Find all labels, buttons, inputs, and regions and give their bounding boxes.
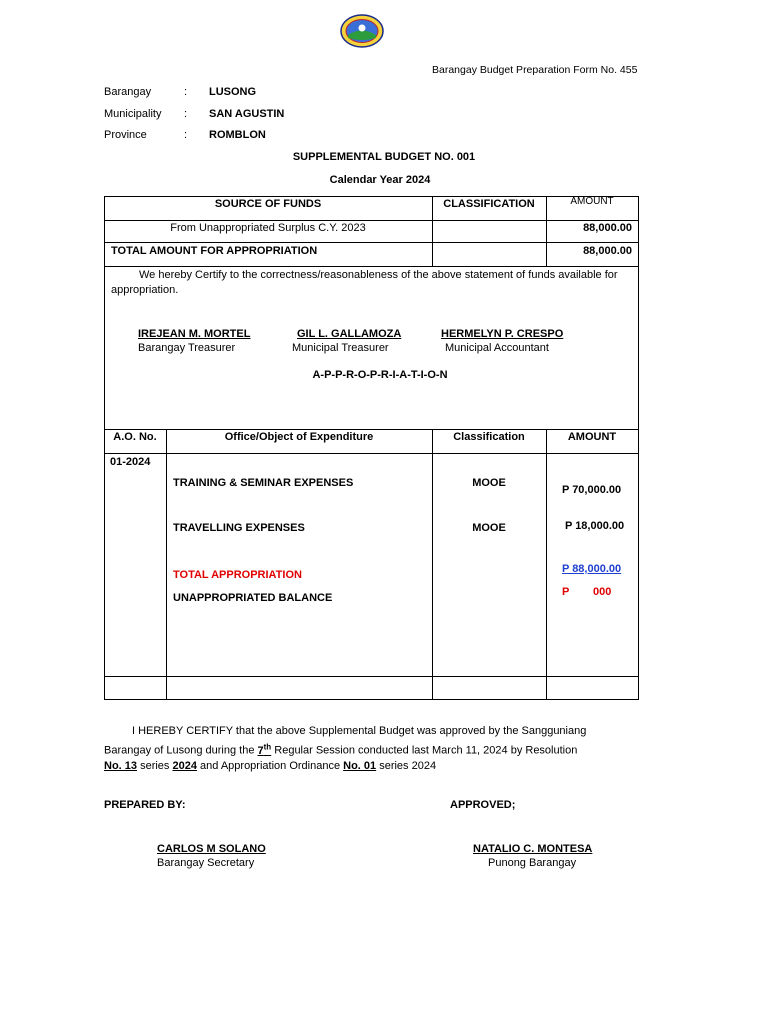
col-classification: CLASSIFICATION (443, 198, 535, 210)
session-number: 7 (257, 744, 264, 757)
total-appropriation-amount: 88,000.00 (583, 245, 632, 257)
form-label: Barangay Budget Preparation Form No. 455 (432, 64, 638, 76)
expenditure-amount: P 18,000.00 (565, 520, 625, 532)
barangay-label: Barangay (104, 86, 152, 98)
province-value: ROMBLON (209, 129, 266, 141)
approver-title: Punong Barangay (488, 857, 577, 869)
expenditure-amount: P 70,000.00 (562, 484, 622, 496)
colon: : (184, 108, 188, 120)
document-subtitle: Calendar Year 2024 (329, 174, 431, 186)
appropriation-heading: A-P-P-R-O-P-R-I-A-T-I-O-N (312, 369, 448, 381)
total-appropriation-row-amount: P 88,000.00 (562, 563, 622, 575)
approved-label: APPROVED; (450, 799, 516, 811)
certification-line-3 (104, 759, 656, 774)
certification-text: and Appropriation Ordinance (196, 759, 344, 772)
municipality-label: Municipality (104, 108, 162, 120)
session-ordinal (257, 742, 272, 757)
signatory-title: Municipal Accountant (445, 342, 549, 354)
municipality-row (104, 108, 404, 122)
approver-name: NATALIO C. MONTESA (473, 843, 593, 855)
certification-line-2 (104, 739, 656, 759)
unappropriated-balance-currency: P (562, 586, 570, 598)
col-classification: Classification (453, 431, 525, 443)
col-amount: AMOUNT (567, 431, 617, 443)
colon: : (184, 86, 188, 98)
province-label: Province (104, 129, 147, 141)
certification-text: Regular Session conducted last March 11, 2024 by Resolution (271, 744, 578, 757)
expenditure-item: TRAVELLING EXPENSES (173, 522, 305, 534)
barangay-value: LUSONG (209, 86, 257, 98)
province-row (104, 129, 404, 143)
funds-source-row: From Unappropriated Surplus C.Y. 2023 (170, 222, 366, 234)
certification-text: series (137, 759, 173, 772)
session-suffix: th (263, 742, 272, 751)
preparer-name: CARLOS M SOLANO (157, 843, 266, 855)
signatory-name: HERMELYN P. CRESPO (441, 328, 564, 340)
total-appropriation-row-label: TOTAL APPROPRIATION (173, 569, 302, 581)
funds-amount-row: 88,000.00 (583, 222, 632, 234)
preparer-title: Barangay Secretary (157, 857, 255, 869)
barangay-seal-logo (340, 14, 384, 48)
unappropriated-balance-label: UNAPPROPRIATED BALANCE (173, 592, 333, 604)
signatory-name: GIL L. GALLAMOZA (297, 328, 402, 340)
unappropriated-balance-amount: 000 (593, 586, 612, 598)
expenditure-item: TRAINING & SEMINAR EXPENSES (173, 477, 354, 489)
document-title: SUPPLEMENTAL BUDGET NO. 001 (292, 151, 476, 163)
signatory-name: IREJEAN M. MORTEL (138, 328, 251, 340)
resolution-number: No. 13 (104, 759, 138, 772)
certification-line-1: I HEREBY CERTIFY that the above Supplemental Budget was approved by the Sangguniang (132, 725, 587, 737)
col-amount: AMOUNT (570, 196, 614, 207)
certification-text: Barangay of Lusong during the (104, 744, 258, 757)
total-appropriation-label: TOTAL AMOUNT FOR APPROPRIATION (111, 245, 318, 257)
col-source-of-funds: SOURCE OF FUNDS (214, 198, 322, 210)
municipality-value: SAN AGUSTIN (209, 108, 285, 120)
signatory-title: Barangay Treasurer (138, 342, 236, 354)
ordinance-number: No. 01 (343, 759, 377, 772)
barangay-row (104, 86, 404, 100)
colon: : (184, 129, 188, 141)
col-office-expenditure: Office/Object of Expenditure (224, 431, 374, 443)
certification-paragraph (104, 724, 656, 774)
expenditure-classification: MOOE (472, 522, 506, 534)
signatory-title: Municipal Treasurer (292, 342, 389, 354)
expenditure-classification: MOOE (472, 477, 506, 489)
ao-number: 01-2024 (110, 456, 151, 468)
resolution-year: 2024 (172, 759, 197, 772)
col-ao-no: A.O. No. (113, 431, 157, 443)
prepared-by-label: PREPARED BY: (104, 799, 186, 811)
certify-paragraph: We hereby Certify to the correctness/reasonableness of the above statement of funds available for appropriation. (111, 269, 618, 296)
certification-text: series 2024 (376, 759, 437, 772)
